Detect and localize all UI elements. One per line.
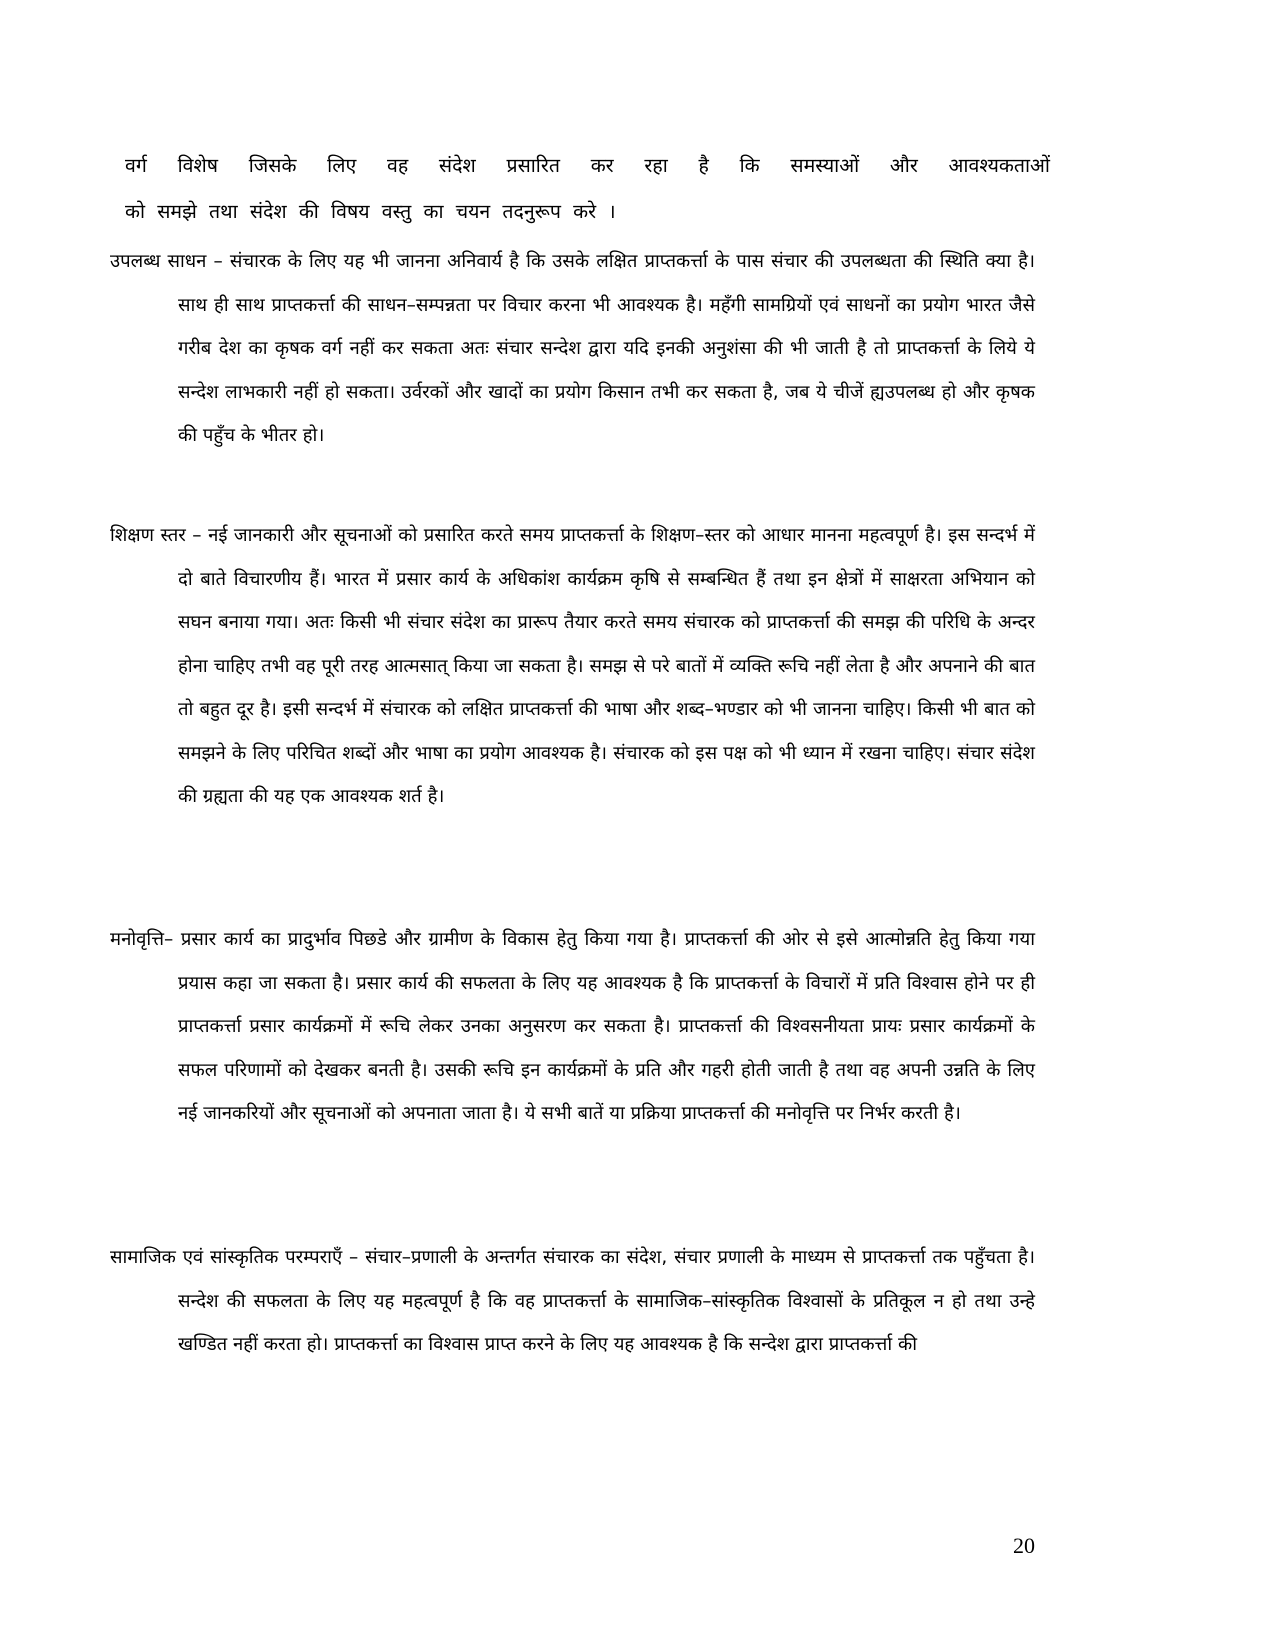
- section-body: प्रसार कार्य का प्रादुर्भाव पिछडे और ग्रामीण के विकास हेतु किया गया है। प्राप्तकर्त्ता की ओर से इसे आत्मोन्नति हेतु किया गया प्रयास कहा जा सकता है। प्रसार कार्य की सफलता के लिए यह आवश्यक है कि प्राप्तकर्त्ता के विचारों में प्रति विश्वास होने पर ही प्राप्तकर्त्ता प्रसार कार्यक्रमों में रूचि लेकर उनका अनुसरण कर सकता है। प्राप्तकर्त्ता की विश्वसनीयता प्रायः प्रसार कार्यक्रमों के सफल परिणामों को देखकर बनती है। उसकी रूचि इन कार्यक्रमों के प्रति और गहरी होती जाती है तथा वह अपनी उन्नति के लिए नई जानकरियों और सूचनाओं को अपनाता जाता है। ये सभी बातें या प्रक्रिया प्राप्तकर्त्ता की मनोवृत्ति पर निर्भर करती है।: [178, 929, 1035, 1124]
- section-heading: सामाजिक एवं सांस्कृतिक परम्पराएँ –: [110, 1247, 366, 1268]
- intro-line-2: को समझे तथा संदेश की विषय वस्तु का चयन तदनुरूप करे ।: [125, 200, 616, 223]
- section-body: नई जानकारी और सूचनाओं को प्रसारित करते समय प्राप्तकर्त्ता के शिक्षण–स्तर को आधार मानना महत्वपूर्ण है। इस सन्दर्भ में दो बाते विचारणीय हैं। भारत में प्रसार कार्य के अधिकांश कार्यक्रम कृषि से सम्बन्धित हैं तथा इन क्षेत्रों में साक्षरता अभियान को सघन बनाया गया। अतः किसी भी संचार संदेश का प्रारूप तैयार करते समय संचारक को प्राप्तकर्त्ता की समझ की परिधि के अन्दर होना चाहिए तभी वह पूरी तरह आत्मसात् किया जा सकता है। समझ से परे बातों में व्यक्ति रूचि नहीं लेता है और अपनाने की बात तो बहुत दूर है। इसी सन्दर्भ में संचारक को लक्षित प्राप्तकर्त्ता की भाषा और शब्द–भण्डार को भी जानना चाहिए। किसी भी बात को समझने के लिए परिचित शब्दों और भाषा का प्रयोग आवश्यक है। संचारक को इस पक्ष को भी ध्यान में रखना चाहिए। संचार संदेश की ग्रह्यता की यह एक आवश्यक शर्त है।: [178, 525, 1035, 807]
- section-body: संचारक के लिए यह भी जानना अनिवार्य है कि उसके लक्षित प्राप्तकर्त्ता के पास संचार की उपलब्धता की स्थिति क्या है। साथ ही साथ प्राप्तकर्त्ता की साधन–सम्पन्नता पर विचार करना भी आवश्यक है। महँगी सामग्रियों एवं साधनों का प्रयोग भारत जैसे गरीब देश का कृषक वर्ग नहीं कर सकता अतः संचार सन्देश द्वारा यदि इनकी अनुशंसा की भी जाती है तो प्राप्तकर्त्ता के लिये ये सन्देश लाभकारी नहीं हो सकता। उर्वरकों और खादों का प्रयोग किसान तभी कर सकता है, जब ये चीजें ह्यउपलब्ध हो और कृषक की पहुँच के भीतर हो।: [178, 251, 1035, 446]
- section-available-resources: [110, 240, 1035, 458]
- section-social-cultural-traditions: [110, 1236, 1035, 1367]
- section-heading: मनोवृत्ति–: [110, 929, 181, 950]
- section-heading: उपलब्ध साधन –: [110, 251, 230, 272]
- section-attitude: [110, 918, 1035, 1136]
- section-education-level: [110, 514, 1035, 819]
- intro-line-1: वर्ग विशेष जिसके लिए वह संदेश प्रसारित कर रहा है कि समस्याओं और आवश्यकताओं: [125, 154, 1050, 177]
- page-number: 20: [1013, 1533, 1035, 1558]
- section-body: संचार–प्रणाली के अन्तर्गत संचारक का संदेश, संचार प्रणाली के माध्यम से प्राप्तकर्त्ता तक पहुँचता है। सन्देश की सफलता के लिए यह महत्वपूर्ण है कि वह प्राप्तकर्त्ता के सामाजिक–सांस्कृतिक विश्वासों के प्रतिकूल न हो तथा उन्हे खण्डित नहीं करता हो। प्राप्तकर्त्ता का विश्वास प्राप्त करने के लिए यह आवश्यक है कि सन्देश द्वारा प्राप्तकर्त्ता की: [178, 1247, 1035, 1355]
- intro-paragraph: [125, 143, 1050, 235]
- section-heading: शिक्षण स्तर –: [110, 525, 209, 546]
